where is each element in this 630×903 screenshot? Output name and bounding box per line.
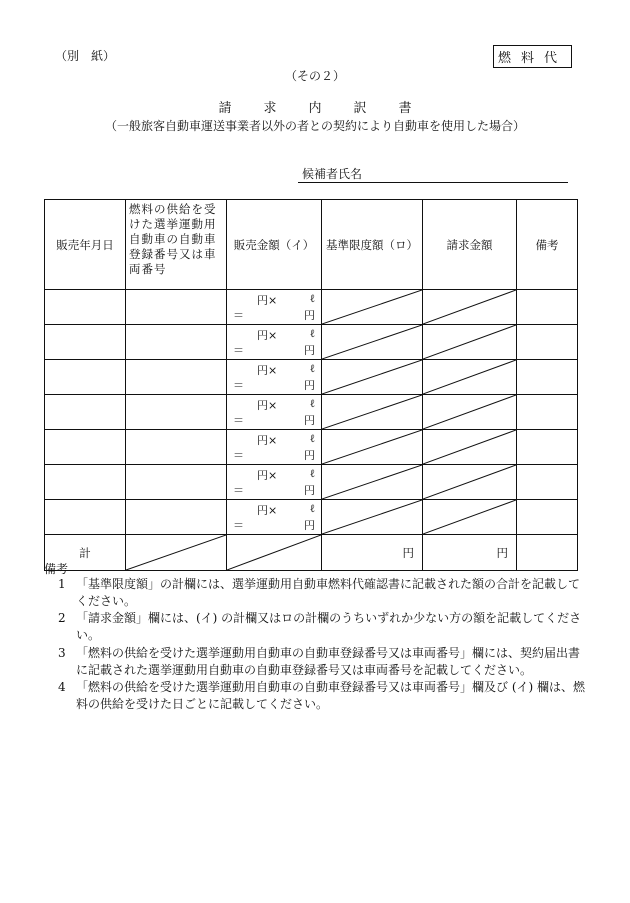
total-fuel-cell: [126, 535, 227, 571]
diagonal-strike: [423, 465, 516, 499]
diagonal-strike: [227, 535, 321, 570]
date-cell[interactable]: [45, 465, 126, 500]
yen-times-label: 円×: [257, 504, 278, 517]
claim-cell: [423, 360, 517, 395]
yen-times-label: 円×: [257, 399, 278, 412]
equals-label: ＝: [233, 484, 244, 497]
remarks-cell[interactable]: [517, 465, 578, 500]
date-cell[interactable]: [45, 290, 126, 325]
yen-times-label: 円×: [257, 434, 278, 447]
vehicle-number-cell[interactable]: [126, 465, 227, 500]
yen-label: 円: [304, 449, 315, 462]
notes-title: 備考: [44, 562, 69, 576]
yen-label: 円: [304, 309, 315, 322]
vehicle-number-cell[interactable]: [126, 360, 227, 395]
diagonal-strike: [423, 500, 516, 534]
diagonal-strike: [423, 290, 516, 324]
note-item: [58, 576, 588, 610]
amount-cell[interactable]: [227, 500, 322, 535]
note-text: 「燃料の供給を受けた選挙運動用自動車の自動車登録番号又は車両番号」欄及び (イ) 欄は、燃料の供給を受けた日ごとに記載してください。: [76, 680, 585, 711]
claim-cell: [423, 465, 517, 500]
diagonal-strike: [423, 360, 516, 394]
remarks-cell[interactable]: [517, 430, 578, 465]
diagonal-strike: [322, 395, 422, 429]
vehicle-number-cell[interactable]: [126, 500, 227, 535]
note-text: 「基準限度額」の計欄には、選挙運動用自動車燃料代確認書に記載された額の合計を記載してください。: [76, 577, 581, 608]
remarks-cell[interactable]: [517, 325, 578, 360]
liter-label: ℓ: [309, 327, 315, 340]
liter-label: ℓ: [309, 362, 315, 375]
note-number: 2: [58, 611, 66, 625]
total-claim-cell: 円: [423, 535, 517, 571]
note-text: 「燃料の供給を受けた選挙運動用自動車の自動車登録番号又は車両番号」欄には、契約届出書に記載された選挙運動用自動車の自動車登録番号又は車両番号を記載してください。: [76, 646, 581, 677]
yen-times-label: 円×: [257, 329, 278, 342]
date-cell[interactable]: [45, 430, 126, 465]
total-amount-cell: [227, 535, 322, 571]
yen-label: 円: [304, 344, 315, 357]
total-label: 計: [45, 535, 126, 571]
candidate-name-line: [298, 182, 568, 183]
liter-label: ℓ: [309, 432, 315, 445]
date-cell[interactable]: [45, 395, 126, 430]
date-cell[interactable]: [45, 360, 126, 395]
claim-cell: [423, 325, 517, 360]
equals-label: ＝: [233, 519, 244, 532]
remarks-cell[interactable]: [517, 395, 578, 430]
claim-cell: [423, 500, 517, 535]
diagonal-strike: [322, 465, 422, 499]
table-row: [45, 395, 578, 430]
equals-label: ＝: [233, 414, 244, 427]
yen-times-label: 円×: [257, 364, 278, 377]
liter-label: ℓ: [309, 292, 315, 305]
diagonal-strike: [322, 290, 422, 324]
remarks-cell[interactable]: [517, 360, 578, 395]
limit-cell: [322, 395, 423, 430]
liter-label: ℓ: [309, 502, 315, 515]
equals-label: ＝: [233, 309, 244, 322]
category-box: 燃料代: [493, 45, 572, 68]
yen-times-label: 円×: [257, 469, 278, 482]
document-subtitle: （一般旅客自動車運送事業者以外の者との契約により自動車を使用した場合）: [104, 119, 525, 133]
diagonal-strike: [322, 325, 422, 359]
amount-cell[interactable]: [227, 325, 322, 360]
part-label: （その２）: [284, 69, 345, 83]
limit-cell: [322, 325, 423, 360]
yen-label: 円: [304, 484, 315, 497]
amount-cell[interactable]: [227, 465, 322, 500]
remarks-cell[interactable]: [517, 500, 578, 535]
yen-times-label: 円×: [257, 294, 278, 307]
total-limit-cell: 円: [322, 535, 423, 571]
limit-cell: [322, 430, 423, 465]
header-limit: 基準限度額（ロ）: [322, 200, 423, 290]
diagonal-strike: [126, 535, 226, 570]
table-row: [45, 360, 578, 395]
date-cell[interactable]: [45, 500, 126, 535]
header-amount: 販売金額（イ）: [227, 200, 322, 290]
amount-cell[interactable]: [227, 430, 322, 465]
limit-cell: [322, 290, 423, 325]
vehicle-number-cell[interactable]: [126, 325, 227, 360]
note-item: [58, 645, 588, 679]
amount-cell[interactable]: [227, 290, 322, 325]
total-remarks-cell: [517, 535, 578, 571]
header-date: 販売年月日: [45, 200, 126, 290]
note-item: [58, 610, 588, 644]
equals-label: ＝: [233, 379, 244, 392]
table-body: [45, 290, 578, 571]
document-title: 請求内訳書: [218, 101, 444, 116]
candidate-name-label: 候補者氏名: [302, 167, 363, 181]
yen-label: 円: [304, 379, 315, 392]
diagonal-strike: [423, 430, 516, 464]
header-fuel-vehicle: 燃料の供給を受けた選挙運動用自動車の自動車登録番号又は車両番号: [126, 200, 227, 290]
note-text: 「請求金額」欄には、(イ) の計欄又はロの計欄のうちいずれか少ない方の額を記載してください。: [76, 611, 582, 642]
table-row: [45, 325, 578, 360]
table-row: [45, 430, 578, 465]
amount-cell[interactable]: [227, 395, 322, 430]
limit-cell: [322, 360, 423, 395]
yen-label: 円: [304, 519, 315, 532]
attachment-label: （別 紙）: [55, 49, 116, 63]
limit-cell: [322, 465, 423, 500]
liter-label: ℓ: [309, 467, 315, 480]
claim-cell: [423, 395, 517, 430]
table-row: [45, 500, 578, 535]
diagonal-strike: [322, 430, 422, 464]
remarks-cell[interactable]: [517, 290, 578, 325]
date-cell[interactable]: [45, 325, 126, 360]
liter-label: ℓ: [309, 397, 315, 410]
note-number: 4: [58, 680, 66, 694]
diagonal-strike: [423, 325, 516, 359]
yen-label: 円: [304, 414, 315, 427]
table-row: [45, 290, 578, 325]
note-number: 3: [58, 646, 66, 660]
diagonal-strike: [423, 395, 516, 429]
note-number: 1: [58, 577, 66, 591]
table-row: [45, 465, 578, 500]
claim-cell: [423, 290, 517, 325]
equals-label: ＝: [233, 449, 244, 462]
total-row: [45, 535, 578, 571]
vehicle-number-cell[interactable]: [126, 430, 227, 465]
diagonal-strike: [322, 360, 422, 394]
amount-cell[interactable]: [227, 360, 322, 395]
claim-cell: [423, 430, 517, 465]
diagonal-strike: [322, 500, 422, 534]
header-claim: 請求金額: [423, 200, 517, 290]
limit-cell: [322, 500, 423, 535]
note-item: [58, 679, 588, 713]
vehicle-number-cell[interactable]: [126, 395, 227, 430]
vehicle-number-cell[interactable]: [126, 290, 227, 325]
header-remarks: 備考: [517, 200, 578, 290]
claim-table: [44, 199, 578, 571]
equals-label: ＝: [233, 344, 244, 357]
